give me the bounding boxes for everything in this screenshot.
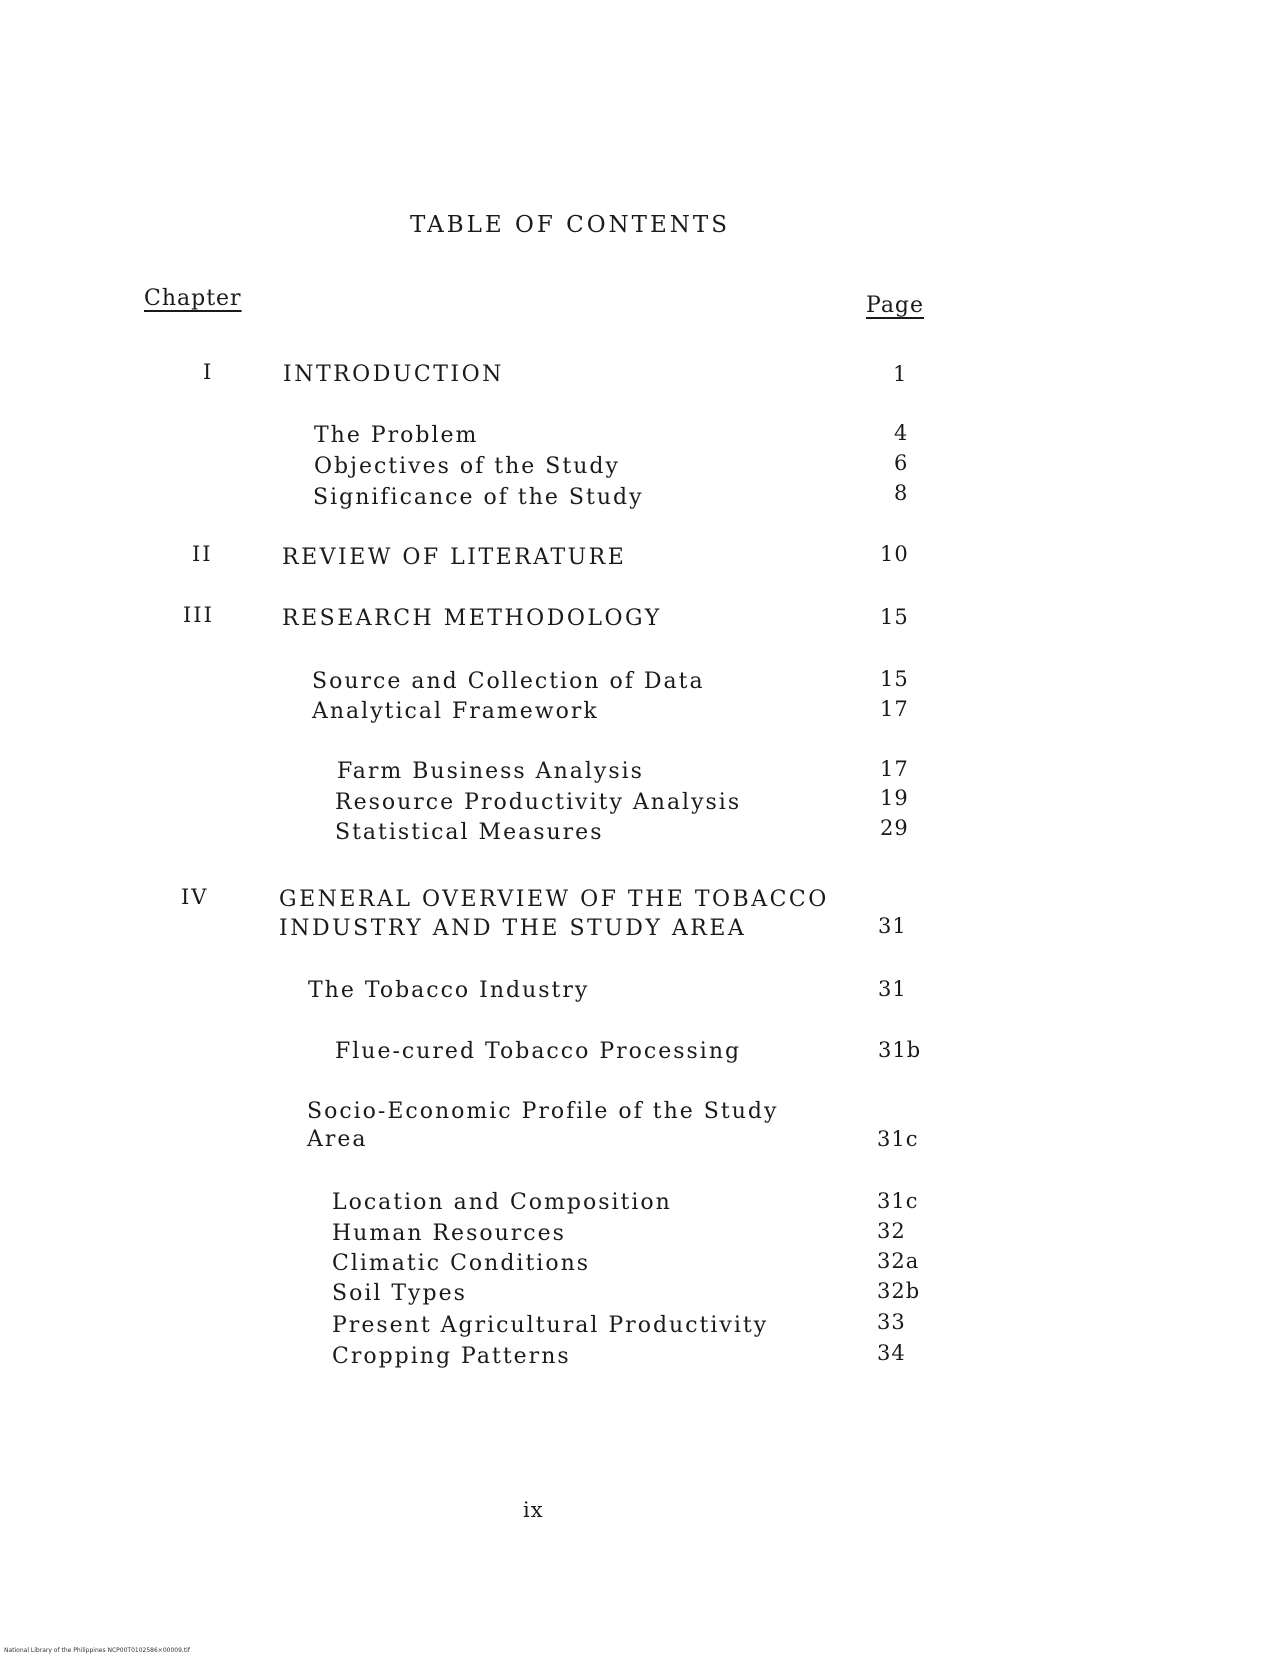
subsection-title: Climatic Conditions xyxy=(332,1251,591,1276)
subsection-title: Statistical Measures xyxy=(335,820,604,845)
page-number: 15 xyxy=(880,667,909,691)
chapter-number: IV xyxy=(181,885,209,909)
section-title: Analytical Framework xyxy=(312,699,599,724)
page-number: 1 xyxy=(893,362,908,386)
subsection-title: Soil Types xyxy=(332,1281,467,1306)
page-number: 31 xyxy=(878,914,907,938)
subsection-title: Location and Composition xyxy=(332,1190,672,1215)
page-number: 6 xyxy=(894,451,909,475)
subsection-title: Cropping Patterns xyxy=(332,1344,571,1369)
section-title: Socio-Economic Profile of the Study xyxy=(307,1099,779,1124)
subsection-title: Resource Productivity Analysis xyxy=(335,790,742,815)
page-number: 8 xyxy=(894,481,909,505)
chapter-number: II xyxy=(192,542,213,566)
page-number: 29 xyxy=(880,816,909,840)
scan-footer: National Library of the Philippines NCP00T0102586×00009.tif xyxy=(4,1647,190,1654)
page-number: 10 xyxy=(880,542,909,566)
page-number: 32 xyxy=(877,1219,906,1243)
page-number: 34 xyxy=(877,1341,906,1365)
page-number: 33 xyxy=(877,1310,906,1334)
chapter-title: REVIEW OF LITERATURE xyxy=(282,545,627,570)
chapter-number: III xyxy=(183,603,214,627)
page-column-header: Page xyxy=(866,293,925,318)
section-title: The Tobacco Industry xyxy=(308,978,590,1003)
page-folio: ix xyxy=(523,1498,544,1522)
page-number: 31b xyxy=(878,1038,922,1062)
chapter-column-header: Chapter xyxy=(144,286,242,311)
page-number: 17 xyxy=(880,757,909,781)
page-number: 31c xyxy=(877,1127,919,1151)
chapter-number: I xyxy=(203,360,214,384)
subsection-title: Farm Business Analysis xyxy=(337,759,644,784)
chapter-title-continued: INDUSTRY AND THE STUDY AREA xyxy=(279,916,747,941)
section-title: The Problem xyxy=(314,423,479,448)
chapter-title: INTRODUCTION xyxy=(283,362,504,387)
page-number: 31c xyxy=(877,1189,919,1213)
page-number: 4 xyxy=(894,421,909,445)
section-title-continued: Area xyxy=(307,1127,368,1152)
page-number: 17 xyxy=(880,697,909,721)
page-number: 19 xyxy=(880,786,909,810)
page-number: 32a xyxy=(877,1249,920,1273)
chapter-title: GENERAL OVERVIEW OF THE TOBACCO xyxy=(279,887,829,912)
page-number: 32b xyxy=(877,1279,921,1303)
section-title: Objectives of the Study xyxy=(314,454,620,479)
subsection-title: Present Agricultural Productivity xyxy=(332,1313,769,1338)
subsection-title: Flue-cured Tobacco Processing xyxy=(335,1039,742,1064)
page-title: TABLE OF CONTENTS xyxy=(410,212,731,238)
page-number: 31 xyxy=(878,977,907,1001)
section-title: Source and Collection of Data xyxy=(312,669,705,694)
subsection-title: Human Resources xyxy=(332,1221,566,1246)
page-number: 15 xyxy=(880,605,909,629)
section-title: Significance of the Study xyxy=(313,485,644,510)
chapter-title: RESEARCH METHODOLOGY xyxy=(282,606,662,631)
